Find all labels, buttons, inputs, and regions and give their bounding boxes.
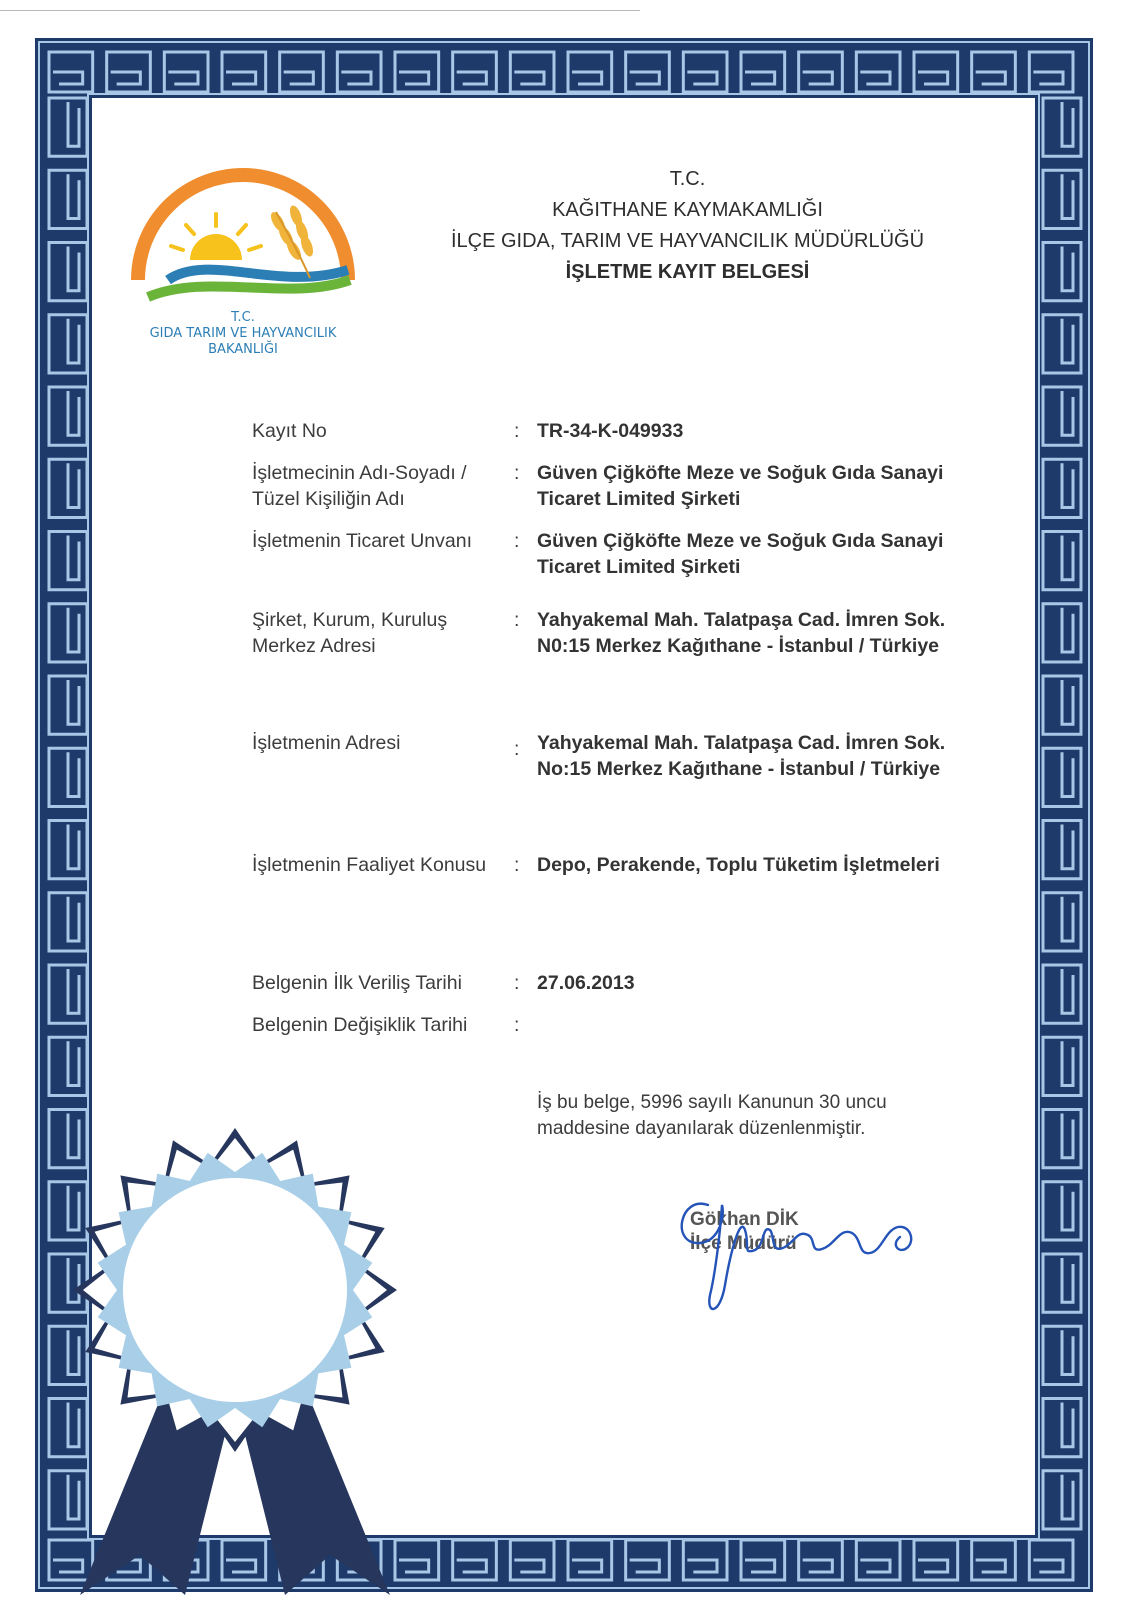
logo-line-ministry: GIDA TARIM VE HAYVANCILIK [149,326,337,341]
signer-name: Gökhan DİK [690,1209,799,1230]
ticaret-unvani-label: İşletmenin Ticaret Unvanı [252,530,473,552]
header-tc: T.C. [669,168,706,190]
legal-note-line1: İş bu belge, 5996 sayılı Kanunun 30 uncu [537,1092,887,1113]
faaliyet-label: İşletmenin Faaliyet Konusu [252,854,487,876]
kayit-no-label: Kayıt No [252,420,327,442]
signer-title: İlçe Müdürü [690,1233,797,1254]
faaliyet-colon: : [514,854,520,876]
isletme-adresi-value-line2: No:15 Merkez Kağıthane - İstanbul / Türkiye [537,758,941,780]
isletmeci-value-line2: Ticaret Limited Şirketi [537,488,741,510]
kayit-no-value: TR-34-K-049933 [537,420,684,442]
legal-note [537,1090,957,1142]
ticaret-unvani-value-line2: Ticaret Limited Şirketi [537,556,741,578]
isletme-adresi-label: İşletmenin Adresi [252,732,401,754]
merkez-adresi-value-line1: Yahyakemal Mah. Talatpaşa Cad. İmren Sok. [537,609,946,631]
isletme-adresi-value-line1: Yahyakemal Mah. Talatpaşa Cad. İmren Sok. [537,732,946,754]
sun-wheat-emblem-icon [128,152,358,312]
isletmeci-label-line1: İşletmecinin Adı-Soyadı / [252,462,467,484]
ticaret-unvani-value-line1: Güven Çiğköfte Meze ve Soğuk Gıda Sanayi [537,530,944,552]
logo-line-tc: T.C. [231,310,255,325]
ministry-logo [128,152,358,367]
award-rosette-seal [60,1125,420,1600]
document-title: İŞLETME KAYIT BELGESİ [565,261,810,283]
ilk-verilis-label: Belgenin İlk Veriliş Tarihi [252,972,462,994]
ilk-verilis-value: 27.06.2013 [537,972,635,994]
header-kaymakamlik: KAĞITHANE KAYMAKAMLIĞI [552,199,823,221]
merkez-adresi-label-line1: Şirket, Kurum, Kuruluş [252,609,448,631]
isletmeci-value-line1: Güven Çiğköfte Meze ve Soğuk Gıda Sanayi [537,462,944,484]
logo-line-bakanlik: BAKANLIĞI [208,342,278,357]
ilk-verilis-colon: : [514,972,520,994]
isletmeci-colon: : [514,462,520,484]
degisiklik-label: Belgenin Değişiklik Tarihi [252,1014,468,1036]
ticaret-unvani-colon: : [514,530,520,552]
document-header [420,164,955,288]
merkez-adresi-colon: : [514,609,520,631]
degisiklik-colon: : [514,1014,520,1036]
merkez-adresi-value-line2: N0:15 Merkez Kağıthane - İstanbul / Türkiye [537,635,940,657]
isletme-adresi-colon: : [514,738,520,760]
merkez-adresi-label-line2: Merkez Adresi [252,635,376,657]
faaliyet-value: Depo, Perakende, Toplu Tüketim İşletmeleri [537,854,940,876]
header-mudurluk: İLÇE GIDA, TARIM VE HAYVANCILIK MÜDÜRLÜĞÜ [450,230,925,252]
kayit-no-colon: : [514,420,520,442]
handwritten-signature [670,1175,940,1325]
legal-note-line2: maddesine dayanılarak düzenlenmiştir. [537,1118,866,1139]
isletmeci-label-line2: Tüzel Kişiliğin Adı [252,488,405,510]
